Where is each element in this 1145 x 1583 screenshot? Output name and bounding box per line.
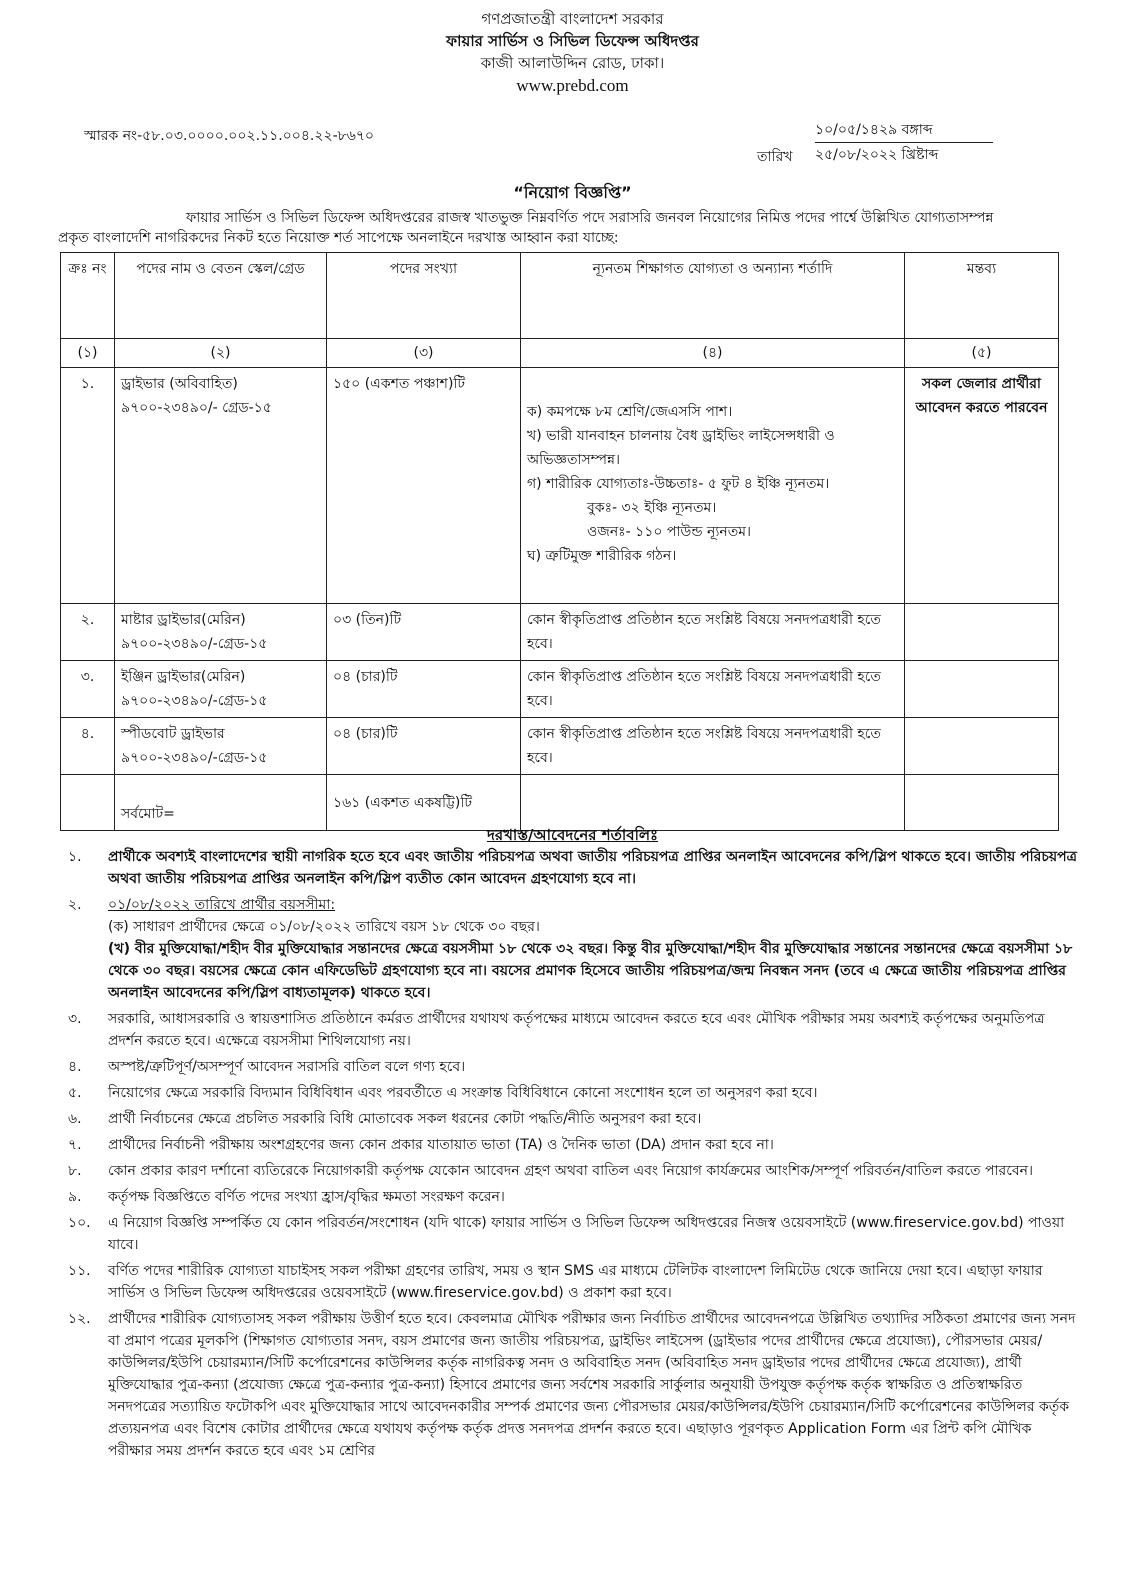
- date-block: [815, 118, 993, 167]
- req-chest: বুকঃ- ৩২ ইঞ্চি ন্যূনতম।: [587, 500, 717, 516]
- header-remarks: মন্তব্য: [905, 253, 1059, 339]
- row-sl: ৩.: [61, 661, 115, 718]
- row-requirements: [521, 368, 905, 604]
- condition-sub-b: (খ) বীর মুক্তিযোদ্ধা/শহীদ বীর মুক্তিযোদ্ধার সন্তানদের ক্ষেত্রে বয়সসীমা ১৮ থেকে ৩২ বছর। কিন্তু বীর মুক্তিযোদ্ধা/শহীদ বীর মুক্তিযোদ্ধার সন্তানের সন্তানদের ক্ষেত্রে বয়সসীমা ১৮ থেকে ৩০ বছর। বয়সের ক্ষেত্রে কোন এফিডেভিট গ্রহণযোগ্য হবে না। বয়সের প্রমাণক হিসেবে জাতীয় পরিচয়পত্র/জন্ম নিবন্ধন সনদ (তবে এ ক্ষেত্রে জাতীয় পরিচয়পত্র প্রাপ্তির অনলাইন আবেদনের কপি/স্লিপ বাধ্যতামূলক) থাকতে হবে।: [108, 941, 1073, 1001]
- table-row: [61, 604, 1059, 661]
- website-text: www.prebd.com: [516, 76, 629, 95]
- condition-number: ৭.: [68, 1137, 82, 1153]
- column-number-row: [61, 339, 1059, 368]
- condition-text: প্রার্থীকে অবশ্যই বাংলাদেশের স্থায়ী নাগরিক হতে হবে এবং জাতীয় পরিচয়পত্র অথবা জাতীয় পরিচয়পত্র প্রাপ্তির অনলাইন আবেদনের কপি/স্লিপ থাকতে হবে। জাতীয় পরিচয়পত্র অথবা জাতীয় পরিচয়পত্র প্রাপ্তির অনলাইন কপি/স্লিপ ব্যতীত কোন আবেদন গ্রহণযোগ্য হবে না।: [108, 849, 1077, 887]
- row-post: [115, 661, 327, 718]
- row-requirements: কোন স্বীকৃতিপ্রাপ্ত প্রতিষ্ঠান হতে সংশ্লিষ্ট বিষয়ে সনদপত্রধারী হতে হবে।: [521, 661, 905, 718]
- table-header-row: [61, 253, 1059, 339]
- condition-item: [68, 1008, 1080, 1052]
- post-name: ইঞ্জিন ড্রাইভার(মেরিন): [121, 669, 246, 685]
- condition-number: ৩.: [68, 1011, 82, 1027]
- row-requirements: কোন স্বীকৃতিপ্রাপ্ত প্রতিষ্ঠান হতে সংশ্লিষ্ট বিষয়ে সনদপত্রধারী হতে হবে।: [521, 718, 905, 775]
- row-sl: ৪.: [61, 718, 115, 775]
- row-requirements: কোন স্বীকৃতিপ্রাপ্ত প্রতিষ্ঠান হতে সংশ্লিষ্ট বিষয়ে সনদপত্রধারী হতে হবে।: [521, 604, 905, 661]
- row-post: [115, 718, 327, 775]
- col-number: (৩): [327, 339, 521, 368]
- table-row: [61, 368, 1059, 604]
- col-number: (২): [115, 339, 327, 368]
- condition-item: [68, 1212, 1080, 1256]
- condition-item: [68, 1308, 1080, 1462]
- total-req: [521, 775, 905, 831]
- row-remarks: সকল জেলার প্রার্থীরা আবেদন করতে পারবেন: [905, 368, 1059, 604]
- conditions-list: [68, 846, 1080, 1466]
- intro-line-1: ফায়ার সার্ভিস ও সিভিল ডিফেন্স অধিদপ্তরের রাজস্ব খাতভুক্ত নিম্নবর্ণিত পদে সরাসরি জনবল নিয়োগের নিমিত্ত পদের পার্শ্বে উল্লিখিত যোগ্যতাসম্পন্ন: [186, 210, 994, 226]
- posts-table: [60, 252, 1059, 831]
- post-name: মাষ্টার ড্রাইভার(মেরিন): [121, 612, 246, 628]
- intro-line-2: প্রকৃত বাংলাদেশি নাগরিকদের নিকট হতে নিয়োক্ত শর্ত সাপেক্ষে অনলাইনে দরখাস্ত আহ্বান করা যাচ্ছে:: [58, 230, 619, 246]
- row-count: ১৫০ (একশত পঞ্চাশ)টি: [327, 368, 521, 604]
- condition-item: [68, 1186, 1080, 1208]
- row-post: [115, 368, 327, 604]
- condition-text: প্রার্থী নির্বাচনের ক্ষেত্রে প্রচলিত সরকারি বিধি মোতাবেক সকল ধরনের কোটা পদ্ধতি/নীতি অনুসরণ করা হবে।: [108, 1111, 702, 1127]
- condition-number: ৬.: [68, 1111, 82, 1127]
- condition-number: ১২.: [68, 1311, 91, 1327]
- post-scale: ৯৭০০-২৩৪৯০/-গ্রেড-১৫: [121, 636, 268, 652]
- total-label: সর্বমোট=: [115, 775, 327, 831]
- condition-text: কর্তৃপক্ষ বিজ্ঞপ্তিতে বর্ণিত পদের সংখ্যা হ্রাস/বৃদ্ধির ক্ষমতা সংরক্ষণ করেন।: [108, 1189, 505, 1205]
- row-sl: ২.: [61, 604, 115, 661]
- row-count: ০৩ (তিন)টি: [327, 604, 521, 661]
- table-row: [61, 661, 1059, 718]
- total-sl: [61, 775, 115, 831]
- condition-text: প্রার্থীদের শারীরিক যোগ্যতাসহ সকল পরীক্ষায় উত্তীর্ণ হতে হবে। কেবলমাত্র মৌখিক পরীক্ষার জন্য নির্বাচিত প্রার্থীদের আবেদনপত্রে উল্লিখিত তথ্যাদির সঠিকতা প্রমাণের জন্য সনদ বা প্রমাণ পত্রের মূলকপি (শিক্ষাগত যোগ্যতার সনদ, বয়স প্রমাণের জন্য জাতীয় পরিচয়পত্র, ড্রাইভিং লাইসেন্স (ড্রাইভার পদের প্রার্থীদের ক্ষেত্রে প্রযোজ্য), পৌরসভার মেয়র/কাউন্সিলর/ইউপি চেয়ারম্যান/সিটি কর্পোরেশনের কাউন্সিলর কর্তৃক নাগরিকত্ব সনদ ও অবিবাহিত সনদ (অবিবাহিত সনদ ড্রাইভার পদের প্রার্থীদের ক্ষেত্রে প্রযোজ্য), প্রার্থী মুক্তিযোদ্ধার পুত্র-কন্যা (প্রযোজ্য ক্ষেত্রে পুত্র-কন্যার পুত্র-কন্যা) হিসাবে প্রমাণের জন্য সর্বশেষ সরকারি সার্কুলার অনুযায়ী উপযুক্ত কর্তৃপক্ষ কর্তৃক স্বাক্ষরিত ও প্রতিস্বাক্ষরিত সনদপত্রের সত্যায়িত ফটোকপি এবং মুক্তিযোদ্ধার সাথে আবেদনকারীর সম্পর্ক প্রমাণের জন্য পৌরসভার মেয়র/কাউন্সিলর/ইউপি চেয়ারম্যান/সিটি কর্পোরেশনের কাউন্সিলর কর্তৃক প্রত্যয়নপত্র এবং বিশেষ কোটার প্রার্থীদের ক্ষেত্রে যথাযথ কর্তৃপক্ষ কর্তৃক প্রদত্ত সনদপত্র প্রদর্শন করতে হবে। এছাড়াও পূরণকৃত Application Form এর প্রিন্ট কপি মৌখিক পরীক্ষার সময় প্রদর্শন করতে হবে এবং ১ম শ্রেণির: [108, 1311, 1076, 1459]
- condition-text: বর্ণিত পদের শারীরিক যোগ্যতা যাচাইসহ সকল পরীক্ষা গ্রহণের তারিখ, সময় ও স্থান SMS এর মাধ্যমে টেলিটক বাংলাদেশ লিমিটেড থেকে জানিয়ে দেয়া হবে। এছাড়া ফায়ার সার্ভিস ও সিভিল ডিফেন্স অধিদপ্তরের ওয়েবসাইটে (www.fireservice.gov.bd) ও প্রকাশ করা হবে।: [108, 1263, 1043, 1301]
- condition-item: [68, 1108, 1080, 1130]
- row-remarks: [905, 604, 1059, 661]
- condition-item: [68, 846, 1080, 890]
- condition-number: ৮.: [68, 1163, 82, 1179]
- row-remarks: [905, 718, 1059, 775]
- col-number: (৫): [905, 339, 1059, 368]
- post-scale: ৯৭০০-২৩৪৯০/-গ্রেড-১৫: [121, 693, 268, 709]
- notice-title: “নিয়োগ বিজ্ঞপ্তি”: [513, 183, 632, 202]
- post-name: স্পীডবোট ড্রাইভার: [121, 726, 225, 742]
- condition-item: [68, 1134, 1080, 1156]
- condition-item: [68, 894, 1080, 1004]
- dept-name: ফায়ার সার্ভিস ও সিভিল ডিফেন্স অধিদপ্তর: [446, 32, 699, 50]
- condition-item: [68, 1160, 1080, 1182]
- row-count: ০৪ (চার)টি: [327, 718, 521, 775]
- condition-number: ১১.: [68, 1263, 91, 1279]
- memo-ref: স্মারক নং-৫৮.০৩.০০০০.০০২.১১.০০৪.২২-৮৬৭০: [84, 128, 375, 144]
- govt-name: গণপ্রজাতন্ত্রী বাংলাদেশ সরকার: [481, 10, 664, 28]
- req-a: ক) কমপক্ষে ৮ম শ্রেণি/জেএসসি পাশ।: [527, 404, 733, 420]
- condition-text: প্রার্থীদের নির্বাচনী পরীক্ষায় অংশগ্রহণের জন্য কোন প্রকার যাতায়াত ভাতা (TA) ও দৈনিক ভাতা (DA) প্রদান করা হবে না।: [108, 1137, 774, 1153]
- intro-paragraph: [58, 208, 1078, 248]
- req-b: খ) ভারী যানবাহন চালনায় বৈধ ড্রাইভিং লাইসেন্সধারী ও অভিজ্ঞতাসম্পন্ন।: [527, 428, 835, 468]
- condition-text: সরকারি, আধাসরকারি ও স্বায়ত্তশাসিত প্রতিষ্ঠানে কর্মরত প্রার্থীদের যথাযথ কর্তৃপক্ষের মাধ্যমে আবেদন করতে হবে এবং মৌখিক পরীক্ষার সময় অবশ্যই কর্তৃপক্ষের অনুমতিপত্র প্রদর্শন করতে হবে। এক্ষেত্রে বয়সসীমা শিথিলযোগ্য নয়।: [108, 1011, 1045, 1049]
- header-post: পদের নাম ও বেতন স্কেল/গ্রেড: [115, 253, 327, 339]
- condition-text: নিয়োগের ক্ষেত্রে সরকারি বিদ্যমান বিধিবিধান এবং পরবর্তীতে এ সংক্রান্ত বিধিবিধানে কোনো সংশোধন হলে তা অনুসরণ করা হবে।: [108, 1085, 818, 1101]
- row-sl: ১.: [61, 368, 115, 604]
- condition-number: ৯.: [68, 1189, 82, 1205]
- date-bangla: ১০/০৫/১৪২৯ বঙ্গাব্দ: [815, 118, 993, 143]
- post-name: ড্রাইভার (অবিবাহিত): [121, 376, 238, 392]
- conditions-title: দরখাস্ত/আবেদনের শর্তাবলিঃ: [486, 826, 659, 844]
- req-c: গ) শারীরিক যোগ্যতাঃ-উচ্চতাঃ- ৫ ফুট ৪ ইঞ্চি ন্যূনতম।: [527, 476, 830, 492]
- condition-number: ৫.: [68, 1085, 82, 1101]
- condition-number: ৪.: [68, 1059, 82, 1075]
- header-count: পদের সংখ্যা: [327, 253, 521, 339]
- condition-text: এ নিয়োগ বিজ্ঞপ্তি সম্পর্কিত যে কোন পরিবর্তন/সংশোধন (যদি থাকে) ফায়ার সার্ভিস ও সিভিল ডিফেন্স অধিদপ্তরের নিজস্ব ওয়েবসাইটে (www.fireservice.gov.bd) পাওয়া যাবে।: [108, 1215, 1065, 1253]
- condition-text: কোন প্রকার কারণ দর্শানো ব্যতিরেকে নিয়োগকারী কর্তৃপক্ষ যেকোন আবেদন গ্রহণ অথবা বাতিল এবং নিয়োগ কার্যক্রমের আংশিক/সম্পূর্ণ পরিবর্তন/বাতিল করতে পারবেন।: [108, 1163, 1034, 1179]
- col-number: (১): [61, 339, 115, 368]
- condition-text: অস্পষ্ট/ত্রুটিপূর্ণ/অসম্পূর্ণ আবেদন সরাসরি বাতিল বলে গণ্য হবে।: [108, 1059, 466, 1075]
- table-row: [61, 718, 1059, 775]
- condition-sub-a: (ক) সাধারণ প্রার্থীদের ক্ষেত্রে ০১/০৮/২০২২ তারিখে বয়স ১৮ থেকে ৩০ বছর।: [108, 919, 540, 935]
- total-row: [61, 775, 1059, 831]
- condition-body: [108, 894, 1080, 1004]
- post-scale: ৯৭০০-২৩৪৯০/-গ্রেড-১৫: [121, 750, 268, 766]
- condition-item: [68, 1260, 1080, 1304]
- condition-number: ২.: [68, 897, 82, 913]
- dept-address: কাজী আলাউদ্দিন রোড, ঢাকা।: [480, 54, 665, 72]
- req-d: ঘ) ত্রুটিমুক্ত শারীরিক গঠন।: [527, 548, 677, 564]
- row-remarks: [905, 661, 1059, 718]
- row-post: [115, 604, 327, 661]
- condition-item: [68, 1056, 1080, 1078]
- total-value: ১৬১ (একশত একষট্টি)টি: [327, 775, 521, 831]
- header-sl: ক্রঃ নং: [61, 253, 115, 339]
- total-remarks: [905, 775, 1059, 831]
- date-label: তারিখ: [757, 149, 793, 165]
- req-weight: ওজনঃ- ১১০ পাউন্ড ন্যূনতম।: [587, 524, 752, 540]
- row-count: ০৪ (চার)টি: [327, 661, 521, 718]
- date-english: ২৫/০৮/২০২২ খ্রিষ্টাব্দ: [815, 147, 939, 163]
- condition-number: ১.: [68, 849, 82, 865]
- post-scale: ৯৭০০-২৩৪৯০/- গ্রেড-১৫: [121, 400, 272, 416]
- header-requirements: ন্যূনতম শিক্ষাগত যোগ্যতা ও অন্যান্য শর্তাদি: [521, 253, 905, 339]
- condition-item: [68, 1082, 1080, 1104]
- condition-number: ১০.: [68, 1215, 91, 1231]
- col-number: (৪): [521, 339, 905, 368]
- condition-text: ০১/০৮/২০২২ তারিখে প্রার্থীর বয়সসীমা:: [108, 897, 336, 913]
